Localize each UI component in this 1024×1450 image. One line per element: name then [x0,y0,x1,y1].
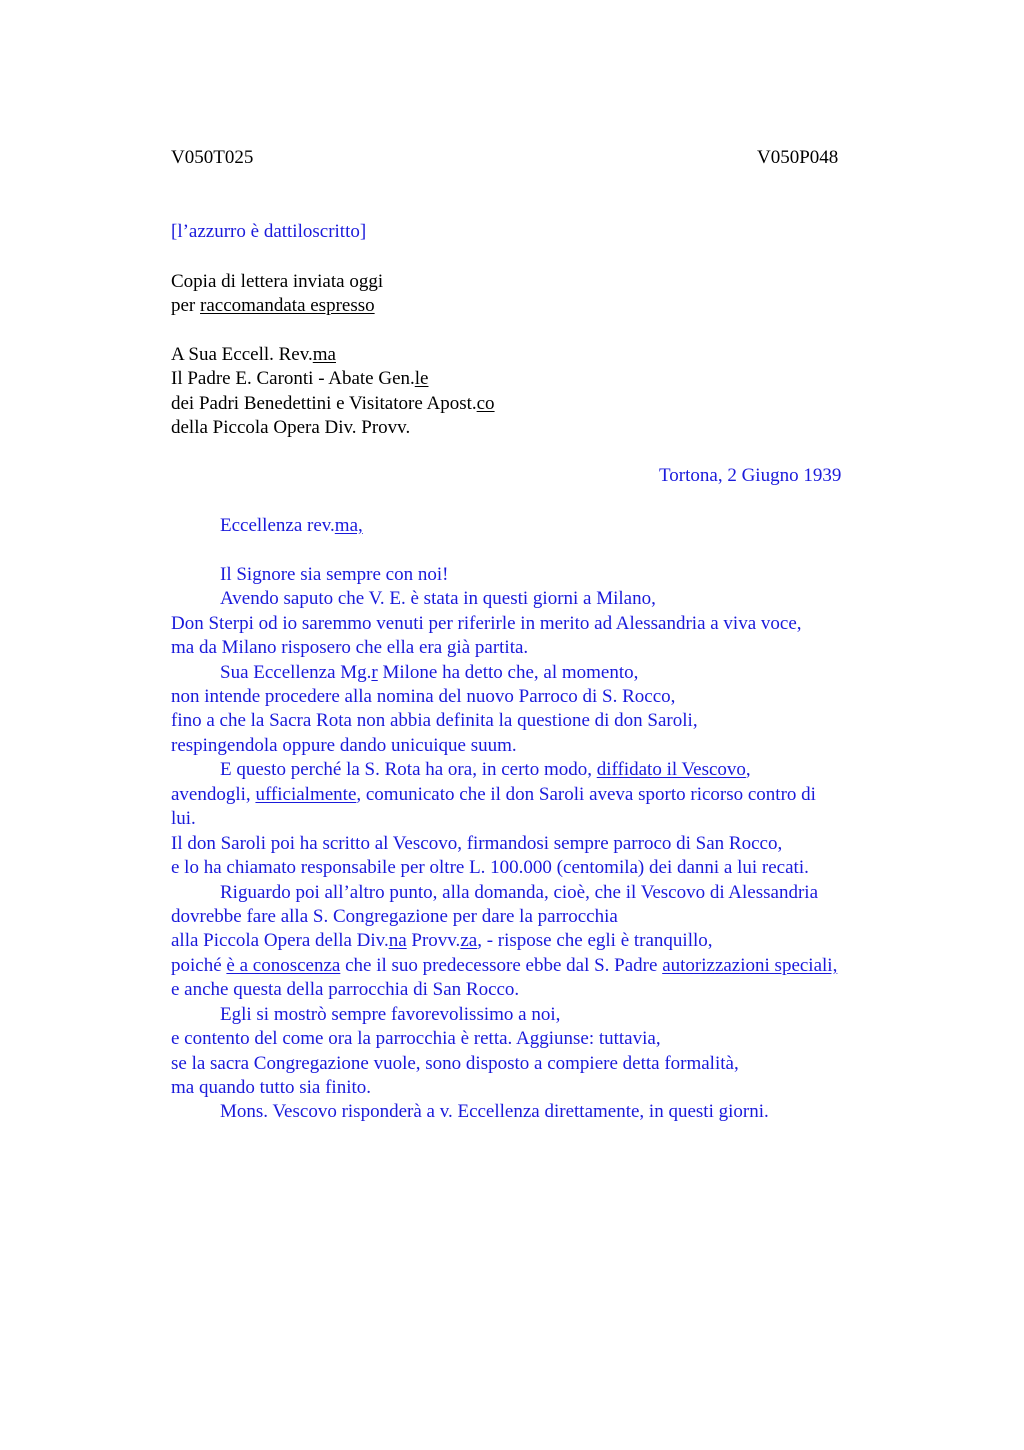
body-line: ma quando tutto sia finito. [171,1077,372,1098]
body-text: , [745,759,751,780]
body-text: E questo perché la S. Rota ha ora, in certo modo, [220,759,597,780]
body-line [171,783,816,807]
body-line [171,929,713,953]
address-line-4: della Piccola Opera Div. Provv. [171,417,411,438]
copy-note-underlined: raccomandata espresso [200,295,375,316]
salutation-abbrev: ma, [334,515,363,536]
copy-note-line-1: Copia di lettera inviata oggi [171,271,384,292]
address-text: dei Padri Benedettini e Visitatore Apost. [171,393,477,414]
body-line: ma da Milano risposero che ella era già partita. [171,637,529,658]
address-abbrev: co [476,393,495,414]
body-line: Egli si mostrò sempre favorevolissimo a noi, [220,1004,561,1025]
body-line: Mons. Vescovo risponderà a v. Eccellenza direttamente, in questi giorni. [220,1101,769,1122]
body-line: dovrebbe fare alla S. Congregazione per dare la parrocchia [171,906,618,927]
address-text: Il Padre E. Caronti - Abate Gen. [171,368,415,389]
address-abbrev: le [414,368,429,389]
body-text: Milone ha detto che, al momento, [377,662,639,683]
body-line: e lo ha chiamato responsabile per oltre L. 100.000 (centomila) dei danni a lui recati. [171,857,809,878]
address-line-1 [171,343,336,367]
body-underlined: na [388,930,407,951]
body-underlined: ufficialmente [255,784,357,805]
body-line: respingendola oppure dando unicuique suum. [171,735,517,756]
body-text: Sua Eccellenza Mg. [220,662,372,683]
body-line: Riguardo poi all’altro punto, alla domanda, cioè, che il Vescovo di Alessandria [220,882,818,903]
body-text: , comunicato che il don Saroli aveva sporto ricorso contro di [356,784,816,805]
copy-note-line-2 [171,294,375,318]
body-line: fino a che la Sacra Rota non abbia definita la questione di don Saroli, [171,710,698,731]
header-right-code: V050P048 [757,147,839,168]
body-underlined: è a conoscenza [226,955,341,976]
body-line: e anche questa della parrocchia di San Rocco. [171,979,520,1000]
body-underlined: r [371,662,378,683]
body-text: avendogli, [171,784,256,805]
copy-note-text: per [171,295,201,316]
letter-date: Tortona, 2 Giugno 1939 [659,465,842,486]
address-abbrev: ma [312,344,336,365]
body-line: Il Signore sia sempre con noi! [220,564,449,585]
body-line [220,758,751,782]
salutation [220,514,363,538]
body-text: Provv. [406,930,461,951]
body-text: che il suo predecessore ebbe dal S. Padre [340,955,663,976]
body-line: Don Sterpi od io saremmo venuti per riferirle in merito ad Alessandria a viva voce, [171,613,802,634]
body-line: Il don Saroli poi ha scritto al Vescovo, firmandosi sempre parroco di San Rocco, [171,833,783,854]
transcription-note: [l’azzurro è dattiloscritto] [171,221,367,242]
salutation-text: Eccellenza rev. [220,515,335,536]
header-left-code: V050T025 [171,147,254,168]
body-underlined: diffidato il Vescovo [596,759,746,780]
body-line: e contento del come ora la parrocchia è retta. Aggiunse: tuttavia, [171,1028,661,1049]
body-line [220,661,638,685]
body-text: poiché [171,955,227,976]
body-underlined: za [460,930,478,951]
body-line [171,954,837,978]
body-line: se la sacra Congregazione vuole, sono disposto a compiere detta formalità, [171,1053,739,1074]
body-underlined: autorizzazioni speciali, [662,955,838,976]
address-line-3 [171,392,495,416]
address-text: A Sua Eccell. Rev. [171,344,313,365]
body-line: Avendo saputo che V. E. è stata in questi giorni a Milano, [220,588,656,609]
body-text: , - rispose che egli è tranquillo, [477,930,713,951]
body-line: non intende procedere alla nomina del nuovo Parroco di S. Rocco, [171,686,676,707]
body-line: lui. [171,808,196,829]
body-text: alla Piccola Opera della Div. [171,930,389,951]
address-line-2 [171,367,428,391]
